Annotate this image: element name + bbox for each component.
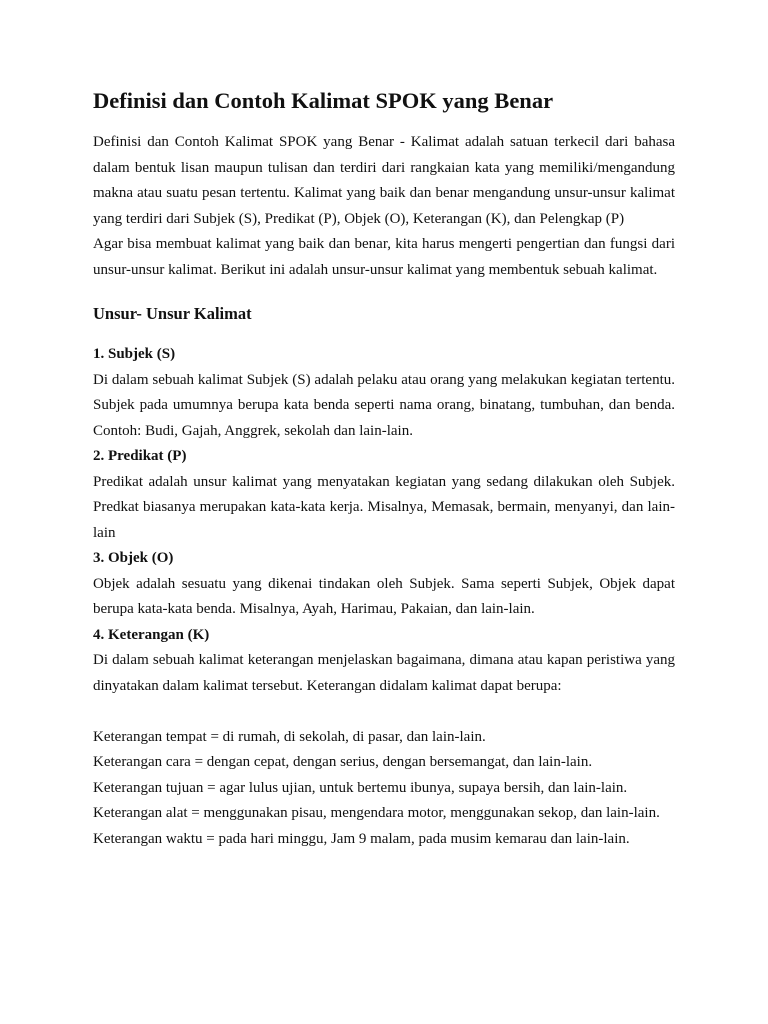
document-title: Definisi dan Contoh Kalimat SPOK yang Benar [93, 88, 554, 113]
item-heading: 3. Objek (O) [93, 550, 174, 566]
keterangan-line: Keterangan alat = menggunakan pisau, mengendara motor, menggunakan sekop, dan lain-lain. [93, 805, 660, 821]
item-text: Objek adalah sesuatu yang dikenai tindakan oleh Subjek. Sama seperti Subjek, Objek dapat berupa kata-kata benda. Misalnya, Ayah, Harimau, Pakaian, dan lain-lain. [93, 575, 675, 617]
intro-paragraph: Definisi dan Contoh Kalimat SPOK yang Benar - Kalimat adalah satuan terkecil dari bahasa dalam bentuk lisan maupun tulisan dan terdiri dari rangkaian kata yang memiliki/mengandung makna atau suatu pesan tertentu. Kalimat yang baik dan benar mengandung unsur-unsur kalimat yang terdiri dari Subjek (S), Predikat (P), Objek (O), Keterangan (K), dan Pelengkap (P) [93, 134, 675, 227]
item-heading: 2. Predikat (P) [93, 448, 187, 464]
document-page [93, 86, 675, 852]
item-text: Predikat adalah unsur kalimat yang menyatakan kegiatan yang sedang dilakukan oleh Subjek. Predkat biasanya merupakan kata-kata kerja. Misalnya, Memasak, bermain, menyanyi, dan lain-lain [93, 473, 675, 541]
keterangan-line: Keterangan cara = dengan cepat, dengan serius, dengan bersemangat, dan lain-lain. [93, 754, 593, 770]
section-heading: Unsur- Unsur Kalimat [93, 304, 252, 323]
item-objek [93, 546, 675, 623]
item-heading: 1. Subjek (S) [93, 346, 176, 362]
item-text: Di dalam sebuah kalimat keterangan menjelaskan bagaimana, dimana atau kapan peristiwa yang dinyatakan dalam kalimat tersebut. Keterangan didalam kalimat dapat berupa: [93, 652, 675, 694]
item-keterangan [93, 623, 675, 700]
blank-line [93, 699, 675, 725]
item-predikat [93, 444, 675, 546]
item-text: Di dalam sebuah kalimat Subjek (S) adalah pelaku atau orang yang melakukan kegiatan tertentu. Subjek pada umumnya berupa kata benda seperti nama orang, binatang, tumbuhan, dan benda. Contoh: Budi, Gajah, Anggrek, sekolah dan lain-lain. [93, 371, 675, 439]
keterangan-list [93, 725, 675, 853]
item-heading: 4. Keterangan (K) [93, 626, 210, 643]
keterangan-line: Keterangan tujuan = agar lulus ujian, untuk bertemu ibunya, supaya bersih, dan lain-lain. [93, 779, 628, 796]
intro-paragraph-2: Agar bisa membuat kalimat yang baik dan benar, kita harus mengerti pengertian dan fungsi dari unsur-unsur kalimat. Berikut ini adalah unsur-unsur kalimat yang membentuk sebuah kalimat. [93, 236, 675, 278]
keterangan-line: Keterangan waktu = pada hari minggu, Jam 9 malam, pada musim kemarau dan lain-lain. [93, 830, 630, 847]
item-subjek [93, 342, 675, 444]
keterangan-line: Keterangan tempat = di rumah, di sekolah, di pasar, dan lain-lain. [93, 728, 486, 745]
